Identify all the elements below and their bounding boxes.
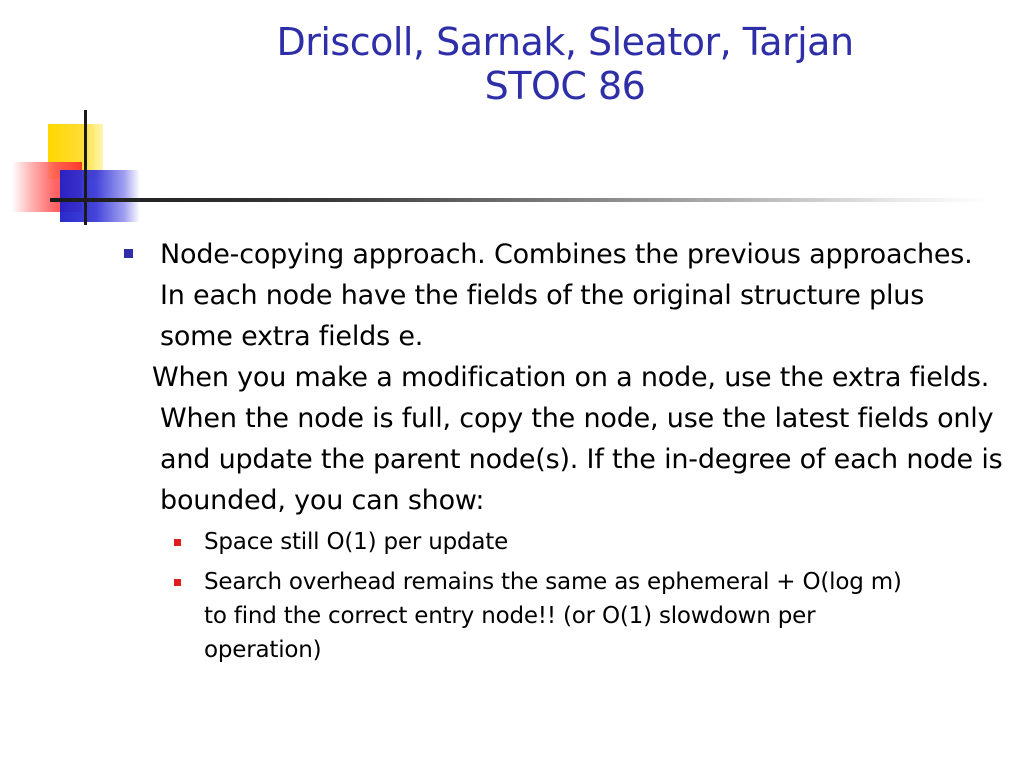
logo-blue-square: [60, 170, 140, 222]
slide-body: [124, 234, 1004, 673]
bullet-continuation-text: When you make a modification on a node, use the extra fields. When the node is full, copy the node, use the latest fields only and update the parent node(s). If the in-degree of each node is bounded, you can show:: [152, 362, 1003, 516]
sub-bullet-text: Search overhead remains the same as ephemeral + O(log m) to find the correct entry node!! (or O(1) slowdown per operation): [204, 569, 902, 663]
slide-title-line-1: Driscoll, Sarnak, Sleator, Tarjan: [276, 20, 854, 64]
square-bullet-icon: [124, 249, 133, 258]
square-bullet-icon: [174, 579, 181, 586]
title-underline-rule: [50, 198, 990, 202]
sub-bullet-list: [124, 525, 1004, 667]
slide-title: [150, 20, 980, 108]
sub-bullet-item: [204, 565, 1004, 667]
logo-red-square: [12, 162, 82, 212]
square-bullet-icon: [174, 539, 181, 546]
bullet-text: Node-copying approach. Combines the previous approaches. In each node have the fields of the original structure plus some extra fields e.: [160, 239, 973, 352]
sub-bullet-text: Space still O(1) per update: [204, 529, 509, 555]
logo-yellow-square: [48, 124, 103, 179]
logo-vertical-line: [84, 110, 87, 225]
sub-bullet-item: [204, 525, 1004, 559]
bullet-item: [124, 234, 1004, 357]
slide-title-line-2: STOC 86: [484, 64, 646, 108]
